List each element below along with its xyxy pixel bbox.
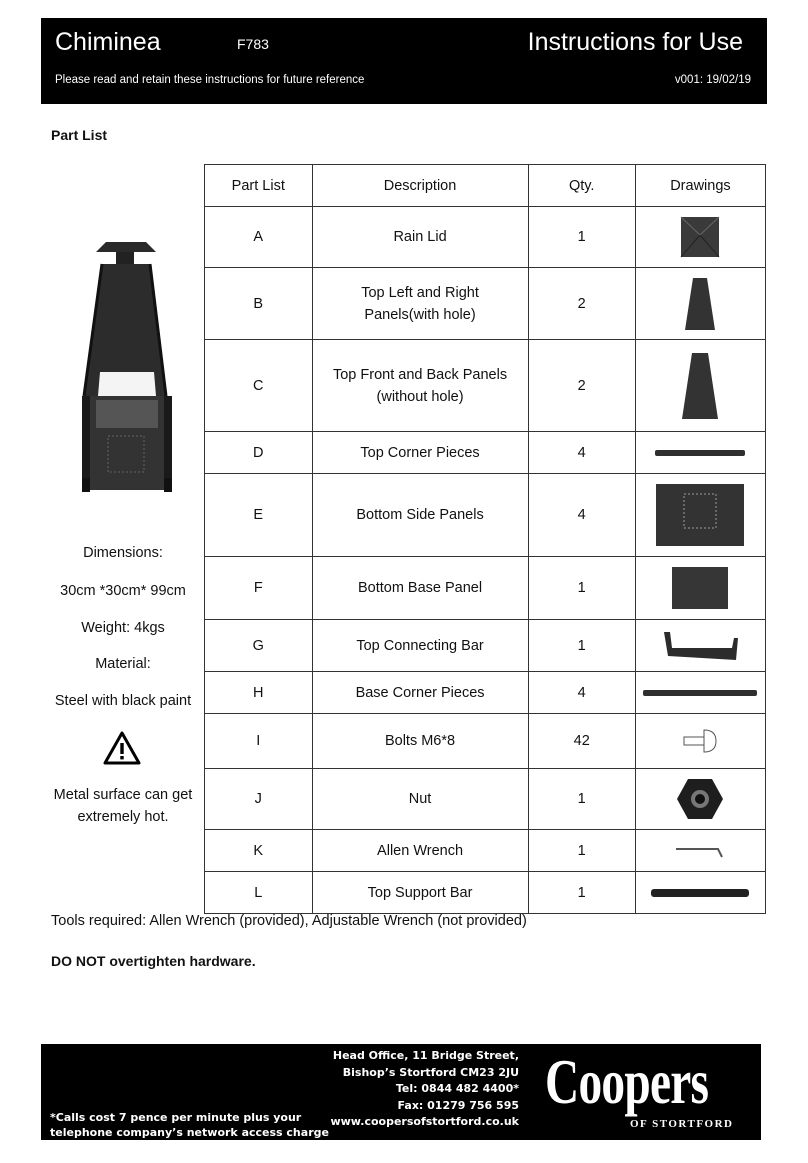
- part-letter: F: [205, 557, 313, 620]
- corner-piece-drawing: [653, 447, 747, 459]
- bolt-drawing: [680, 726, 720, 756]
- table-row: [205, 340, 766, 432]
- parts-table: [204, 164, 766, 914]
- part-letter: G: [205, 620, 313, 672]
- version-date: v001: 19/02/19: [674, 74, 751, 86]
- table-row: [205, 830, 766, 872]
- part-qty: 42: [528, 714, 635, 769]
- part-letter: A: [205, 207, 313, 268]
- hot-surface-warning-icon: [103, 731, 141, 765]
- part-qty: 4: [528, 474, 635, 557]
- note-line: *Calls cost 7 pence per minute plus your: [50, 1111, 302, 1124]
- part-description: Rain Lid: [312, 207, 528, 268]
- bottom-side-panel-drawing: [654, 482, 746, 548]
- part-qty: 4: [528, 432, 635, 474]
- table-row: [205, 714, 766, 769]
- hot-warning-line1: Metal surface can get: [53, 787, 193, 803]
- tools-required: Tools required: Allen Wrench (provided), Adjustable Wrench (not provided): [51, 913, 527, 929]
- part-description: Top Left and Right Panels(with hole): [312, 268, 528, 340]
- part-qty: 2: [528, 268, 635, 340]
- material-value: Steel with black paint: [54, 693, 192, 709]
- part-drawing: [635, 769, 765, 830]
- header-subtitle: Please read and retain these instructions for future reference: [55, 74, 365, 86]
- note-line: telephone company’s network access charge: [50, 1126, 329, 1139]
- part-letter: E: [205, 474, 313, 557]
- part-qty: 1: [528, 769, 635, 830]
- part-letter: C: [205, 340, 313, 432]
- part-letter: B: [205, 268, 313, 340]
- table-row: [205, 672, 766, 714]
- company-address: [330, 1048, 519, 1131]
- fax-number: Fax: 01279 756 595: [397, 1098, 519, 1112]
- side-panel-without-hole-drawing: [680, 351, 720, 421]
- coopers-logo: Coopers: [545, 1046, 709, 1117]
- part-qty: 4: [528, 672, 635, 714]
- part-letter: K: [205, 830, 313, 872]
- part-letter: J: [205, 769, 313, 830]
- part-description: Top Connecting Bar: [312, 620, 528, 672]
- address-line: Head Office, 11 Bridge Street,: [332, 1049, 519, 1062]
- weight-value: Weight: 4kgs: [81, 620, 165, 636]
- part-qty: 1: [528, 557, 635, 620]
- part-letter: L: [205, 872, 313, 914]
- column-header-qty: Qty.: [528, 165, 635, 207]
- column-header-part: Part List: [205, 165, 313, 207]
- side-panel-with-hole-drawing: [683, 276, 717, 332]
- column-header-drawings: Drawings: [635, 165, 765, 207]
- support-bar-drawing: [649, 885, 751, 901]
- part-qty: 1: [528, 620, 635, 672]
- table-row: [205, 207, 766, 268]
- material-label: Material:: [95, 656, 151, 672]
- part-drawing: [635, 830, 765, 872]
- part-description: Bottom Side Panels: [312, 474, 528, 557]
- table-header-row: [205, 165, 766, 207]
- part-drawing: [635, 672, 765, 714]
- footer-banner: [41, 1044, 761, 1140]
- part-description: Top Front and Back Panels (without hole): [312, 340, 528, 432]
- part-drawing: [635, 474, 765, 557]
- part-drawing: [635, 872, 765, 914]
- part-description: Bolts M6*8: [312, 714, 528, 769]
- part-description: Nut: [312, 769, 528, 830]
- hot-warning-line2: extremely hot.: [77, 809, 169, 825]
- part-letter: D: [205, 432, 313, 474]
- table-row: [205, 769, 766, 830]
- table-row: [205, 268, 766, 340]
- part-letter: H: [205, 672, 313, 714]
- phone-number: Tel: 0844 482 4400*: [395, 1082, 519, 1095]
- part-qty: 1: [528, 872, 635, 914]
- product-code: F783: [237, 36, 269, 52]
- call-cost-note: [50, 1110, 329, 1140]
- connecting-bar-drawing: [660, 628, 740, 664]
- part-drawing: [635, 620, 765, 672]
- table-row: [205, 474, 766, 557]
- rain-lid-drawing: [680, 215, 720, 259]
- header-banner: [41, 18, 767, 104]
- overtighten-warning: DO NOT overtighten hardware.: [51, 953, 256, 969]
- part-drawing: [635, 340, 765, 432]
- part-letter: I: [205, 714, 313, 769]
- document-title: Instructions for Use: [527, 28, 743, 56]
- website-link[interactable]: www.coopersofstortford.co.uk: [330, 1115, 519, 1128]
- part-qty: 1: [528, 207, 635, 268]
- product-title: Chiminea: [55, 28, 161, 56]
- part-description: Bottom Base Panel: [312, 557, 528, 620]
- part-qty: 1: [528, 830, 635, 872]
- base-corner-piece-drawing: [641, 687, 759, 699]
- part-drawing: [635, 207, 765, 268]
- part-description: Top Support Bar: [312, 872, 528, 914]
- table-row: [205, 620, 766, 672]
- base-panel-drawing: [670, 565, 730, 611]
- part-drawing: [635, 432, 765, 474]
- part-description: Allen Wrench: [312, 830, 528, 872]
- section-title: Part List: [51, 127, 108, 143]
- coopers-logo-subtitle: OF STORTFORD: [630, 1118, 734, 1130]
- table-row: [205, 432, 766, 474]
- chiminea-product-image: [62, 178, 190, 500]
- part-description: Base Corner Pieces: [312, 672, 528, 714]
- part-description: Top Corner Pieces: [312, 432, 528, 474]
- table-row: [205, 557, 766, 620]
- nut-drawing: [676, 777, 724, 821]
- address-line: Bishop’s Stortford CM23 2JU: [342, 1065, 519, 1079]
- part-drawing: [635, 557, 765, 620]
- allen-wrench-drawing: [674, 843, 726, 859]
- column-header-description: Description: [312, 165, 528, 207]
- part-qty: 2: [528, 340, 635, 432]
- part-drawing: [635, 714, 765, 769]
- dimensions-label: Dimensions:: [83, 545, 163, 561]
- dimensions-value: 30cm *30cm* 99cm: [60, 583, 186, 599]
- table-row: [205, 872, 766, 914]
- part-drawing: [635, 268, 765, 340]
